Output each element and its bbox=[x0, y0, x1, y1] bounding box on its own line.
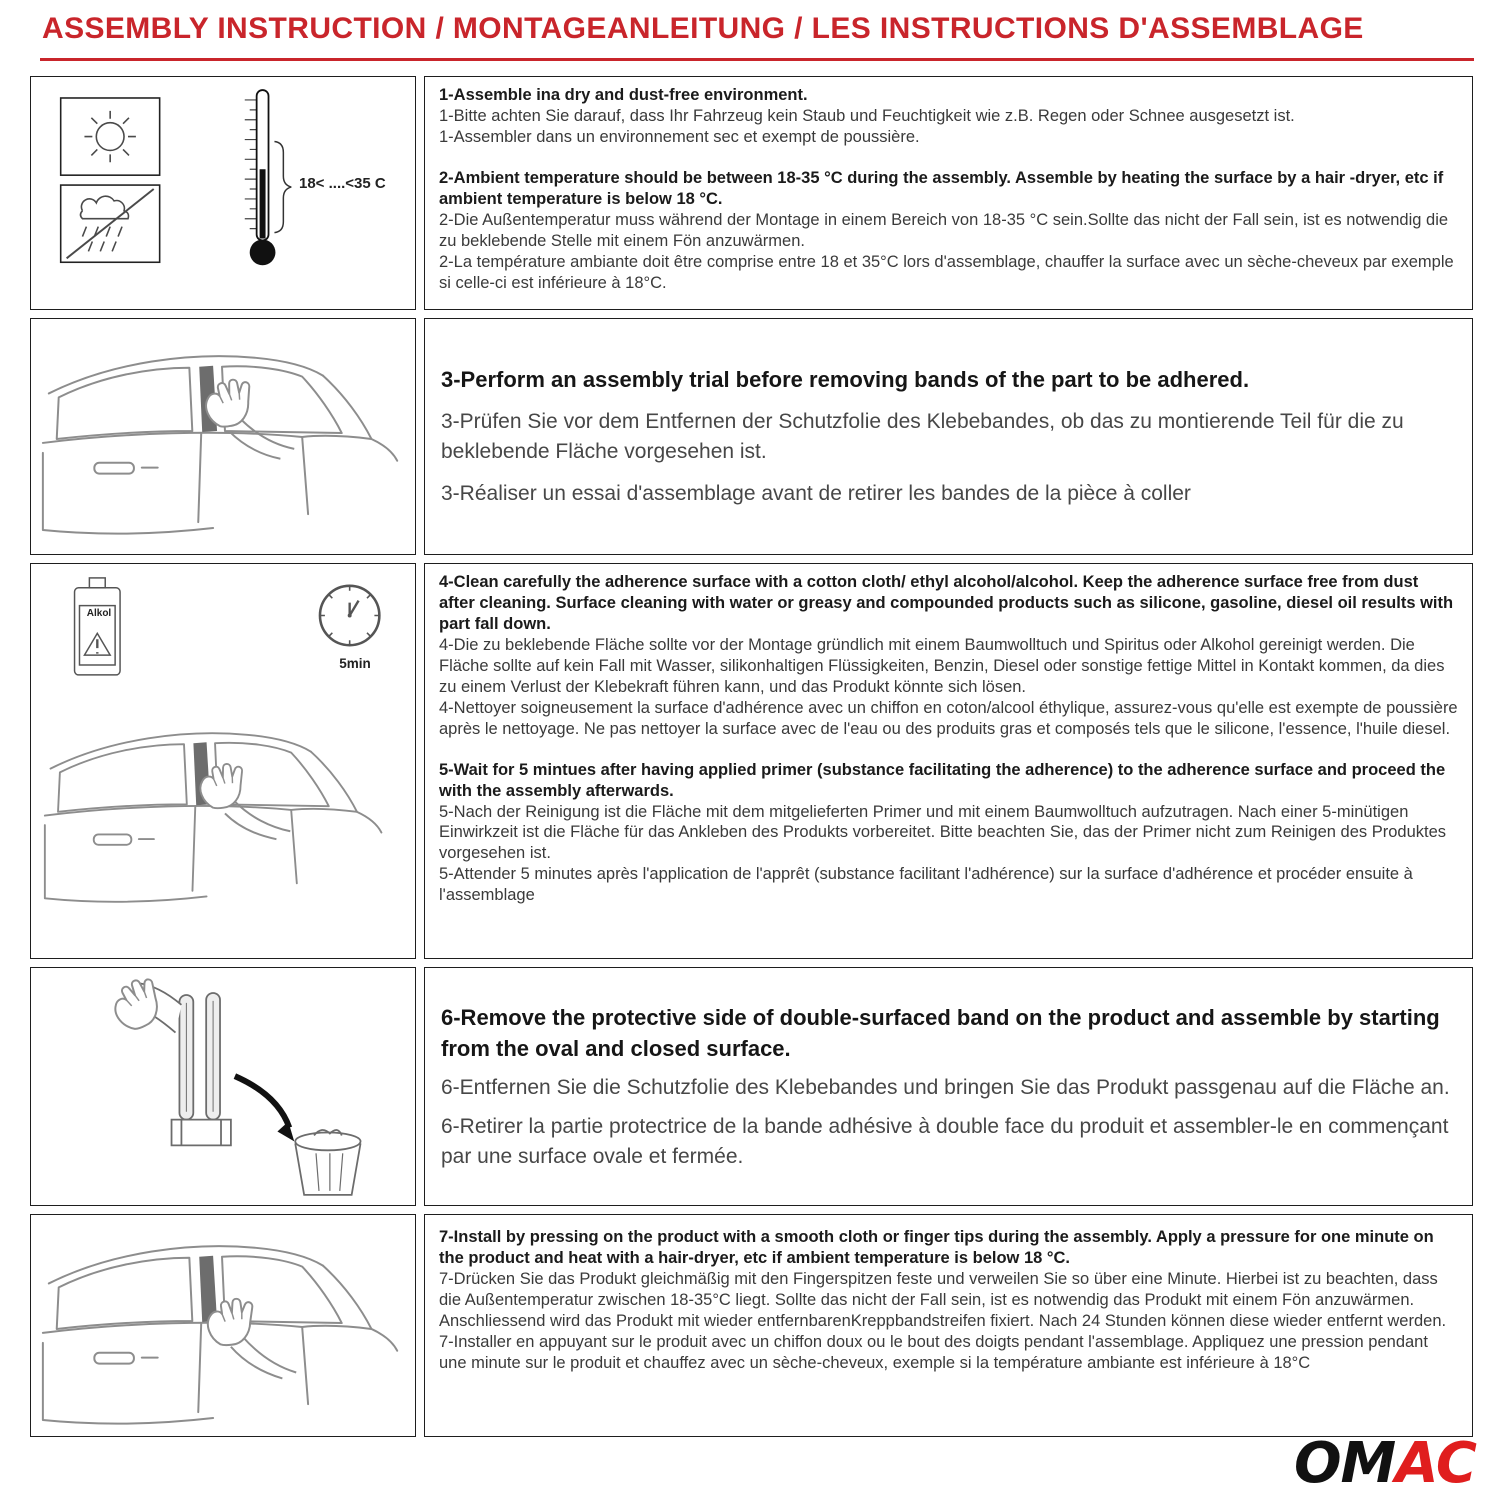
peel-band-illustration bbox=[31, 968, 413, 1204]
instruction-fr: 4-Nettoyer soigneusement la surface d'adhérence avec un chiffon en coton/alcool éthylique, assurez-vous qu'elle est exempte de poussière après le nettoyage. Ne pas nettoyer la surface avec de l'eau ou des produits gras et composés tels que le silicone, l'essence, l'huile diesel. bbox=[439, 698, 1458, 738]
logo-text-red: AC bbox=[1395, 1431, 1476, 1496]
page-title: ASSEMBLY INSTRUCTION / MONTAGEANLEITUNG / LES INSTRUCTIONS D'ASSEMBLAGE bbox=[42, 12, 1364, 45]
instruction-fr: 6-Retirer la partie protectrice de la bande adhésive à double face du produit et assembler-le en commençant par une surface ovale et fermée. bbox=[441, 1114, 1449, 1168]
environment-illustration bbox=[31, 77, 413, 307]
thermometer-icon bbox=[245, 90, 292, 265]
instruction-fr: 1-Assembler dans un environnement sec et exempt de poussière. bbox=[439, 127, 920, 146]
instruction-fr: 7-Installer en appuyant sur le produit avec un chiffon doux ou le bout des doigts pendant l'assemblage. Appliquez une pression pendant une minute sur le produit et chauffez avec un sèche-cheveux, exemple si la température ambiante est inférieure à 18°C bbox=[439, 1332, 1428, 1372]
paragraph-gap bbox=[439, 740, 1458, 760]
instruction-de: 2-Die Außentemperatur muss während der Montage in einem Bereich von 18-35 °C sein.Sollte das nicht der Fall sein, ist es notwendig die zu beklebende Stelle mit einem Fön anzuwärmen. bbox=[439, 210, 1449, 250]
section-3-text bbox=[424, 318, 1473, 555]
car-press-illustration bbox=[31, 1215, 413, 1435]
instruction-de: 1-Bitte achten Sie darauf, dass Ihr Fahrzeug kein Staub und Feuchtigkeit wie z.B. Regen oder Schnee ausgesetzt ist. bbox=[439, 106, 1295, 125]
no-rain-icon bbox=[61, 185, 160, 262]
illustration-environment bbox=[30, 76, 416, 310]
illustration-peel-band bbox=[30, 967, 416, 1206]
instruction-de: 4-Die zu beklebende Fläche sollte vor der Montage gründlich mit einem Baumwolltuch und Spiritus oder Alkohol gereinigt werden. Die Fläche sollte auf kein Fall mit Wasser, silikonhaltigen Flüssigkeiten, Benzin, Diesel oder sonstige fettige Mittel in Kontakt kommen, da dies zu einem Verlust der Klebekraft führen kann, und das Produkt könnte sich lösen. bbox=[439, 635, 1445, 696]
section-6-text bbox=[424, 967, 1473, 1206]
instruction-en: 7-Install by pressing on the product with a smooth cloth or finger tips during the assembly. Apply a pressure for one minute on the product and heat with a hair-dryer, etc if ambient temperature is below 18 °C. bbox=[439, 1228, 1434, 1267]
alcohol-bottle-icon bbox=[75, 578, 121, 675]
instruction-en: 3-Perform an assembly trial before removing bands of the part to be adhered. bbox=[441, 367, 1250, 393]
temperature-range-label: 18< ....<35 C bbox=[299, 175, 386, 192]
instruction-de: 3-Prüfen Sie vor dem Entfernen der Schutzfolie des Klebebandes, ob das zu montierende Teil für die zu beklebende Fläche vorgesehen ist. bbox=[441, 410, 1404, 464]
arm-lines bbox=[231, 1337, 296, 1379]
car-trial-illustration bbox=[31, 319, 413, 553]
instruction-fr: 3-Réaliser un essai d'assemblage avant de retirer les bandes de la pièce à coller bbox=[441, 482, 1191, 506]
product-strips-icon bbox=[172, 993, 231, 1145]
omac-logo bbox=[1293, 1431, 1476, 1496]
clock-icon bbox=[320, 586, 379, 645]
logo-text-black: OM bbox=[1293, 1431, 1396, 1496]
instruction-en: 1-Assemble ina dry and dust-free environment. bbox=[439, 86, 808, 104]
trash-can-icon bbox=[295, 1130, 360, 1195]
title-divider bbox=[40, 58, 1474, 61]
instruction-fr: 2-La température ambiante doit être comprise entre 18 et 35°C lors d'assemblage, chauffer la surface avec un sèche-cheveux par exemple si celle-ci est inférieure à 18°C. bbox=[439, 252, 1454, 292]
illustration-cleaning bbox=[30, 563, 416, 959]
car-side-icon bbox=[45, 733, 382, 902]
illustration-assembly-trial bbox=[30, 318, 416, 555]
section-7-text bbox=[424, 1214, 1473, 1437]
arrow-head-icon bbox=[277, 1122, 294, 1142]
sun-icon bbox=[61, 98, 160, 175]
section-4-5-text bbox=[424, 563, 1473, 959]
illustration-press-install bbox=[30, 1214, 416, 1437]
instruction-de: 6-Entfernen Sie die Schutzfolie des Klebebandes und bringen Sie das Produkt passgenau auf die Fläche an. bbox=[441, 1076, 1450, 1100]
cleaning-illustration bbox=[31, 564, 413, 956]
bottle-label: Alkol bbox=[86, 608, 112, 619]
paragraph-gap bbox=[439, 148, 1458, 168]
brace-icon bbox=[274, 142, 291, 233]
arm-lines bbox=[229, 419, 294, 459]
clock-label: 5min bbox=[339, 656, 371, 671]
section-1-2-text bbox=[424, 76, 1473, 310]
instruction-en: 4-Clean carefully the adherence surface with a cotton cloth/ ethyl alcohol/alcohol. Keep the adherence surface free from dust after cleaning. Surface cleaning with water or greasy and compounded products such as silicone, gasoline, diesel oil results with part fall down. bbox=[439, 573, 1454, 633]
instruction-de: 5-Nach der Reinigung ist die Fläche mit dem mitgelieferten Primer und mit einem Baumwolltuch aufzutragen. Nach einer 5-minütigen Einwirkzeit ist die Fläche für das Ankleben des Produkts vorbereitet. Bitte beachten Sie, das der Primer nicht zum Reinigen des Produktes vorgesehen ist. bbox=[439, 802, 1447, 863]
instruction-de: 7-Drücken Sie das Produkt gleichmäßig mit den Fingerspitzen feste und verweilen Sie so über eine Minute. Hierbei ist zu beachten, dass die Außentemperatur zwischen 18-35°C liegt. Sollte das nicht der Fall sein, ist es notwendig das Produkt mit einem Fön anzuwärmen. Anschliessend wird das Produkt mit wieder entfernbarenKreppbandstreifen fixiert. Nach 24 Stunden können diese wieder entfernt werden. bbox=[439, 1269, 1447, 1330]
instruction-en: 6-Remove the protective side of double-surfaced band on the product and assemble by starting from the oval and closed surface. bbox=[441, 1004, 1440, 1061]
instruction-en: 2-Ambient temperature should be between 18-35 °C during the assembly. Assemble by heating the surface by a hair -dryer, etc if ambient temperature is below 18 °C. bbox=[439, 168, 1444, 208]
arrow-icon bbox=[235, 1076, 289, 1127]
instruction-en: 5-Wait for 5 mintues after having applied primer (substance facilitating the adherence) to the adherence surface and proceed the with the assembly afterwards. bbox=[439, 760, 1446, 800]
instruction-fr: 5-Attender 5 minutes après l'application de l'apprêt (substance facilitant l'adhérence) sur la surface d'adhérence et procéder ensuite à l'assemblage bbox=[439, 865, 1413, 905]
